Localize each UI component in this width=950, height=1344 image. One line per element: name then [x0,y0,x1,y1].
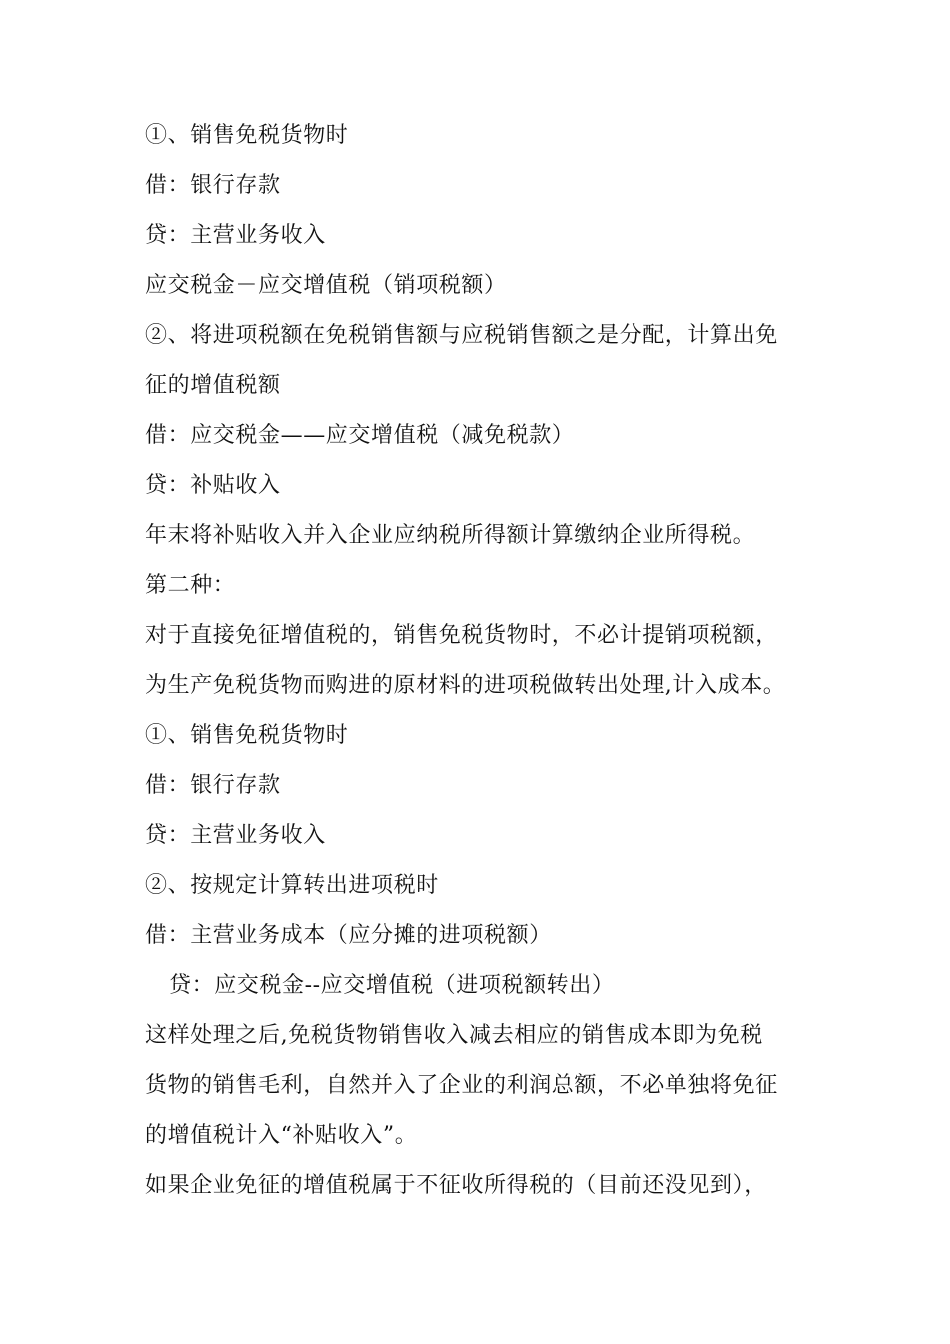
text-line: ②、将进项税额在免税销售额与应税销售额之是分配，计算出免 [145,323,778,348]
text-line: 借：银行存款 [145,773,281,798]
text-line: 贷：主营业务收入 [145,223,326,248]
document-body [145,111,835,1211]
text-line: 借：主营业务成本（应分摊的进项税额） [145,923,552,948]
section-heading: 第二种： [145,573,236,598]
text-line: 贷：主营业务收入 [145,823,326,848]
text-line: 贷：补贴收入 [145,473,281,498]
text-line: 如果企业免征的增值税属于不征收所得税的（目前还没见到）， [145,1173,767,1198]
text-line: 这样处理之后,免税货物销售收入减去相应的销售成本即为免税 [145,1023,763,1048]
text-line: 对于直接免征增值税的，销售免税货物时，不必计提销项税额， [145,623,778,648]
text-line: 年末将补贴收入并入企业应纳税所得额计算缴纳企业所得税。 [145,523,756,548]
text-line: 应交税金－应交增值税（销项税额） [145,273,507,298]
text-line: 贷：应交税金--应交增值税（进项税额转出） [169,973,615,998]
text-line: 货物的销售毛利，自然并入了企业的利润总额，不必单独将免征 [145,1073,778,1098]
text-line: ①、销售免税货物时 [145,723,349,748]
text-line: 借：银行存款 [145,173,281,198]
text-line: ②、按规定计算转出进项税时 [145,873,439,898]
text-line: 的增值税计入“补贴收入”。 [145,1123,418,1148]
text-line: ①、销售免税货物时 [145,123,349,148]
text-line: 为生产免税货物而购进的原材料的进项税做转出处理,计入成本。 [145,673,786,698]
text-line: 征的增值税额 [145,373,281,398]
text-line: 借：应交税金——应交增值税（减免税款） [145,423,575,448]
